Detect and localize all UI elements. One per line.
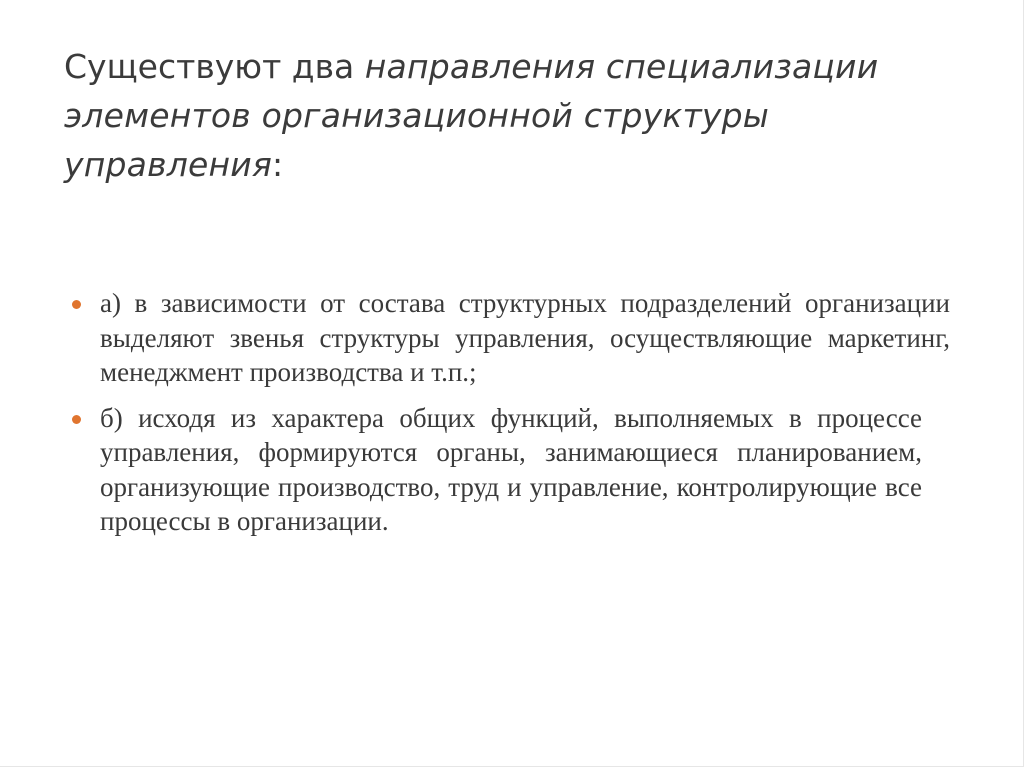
title-lead: Существуют два (64, 47, 365, 86)
title-tail: : (272, 145, 284, 184)
slide-title (64, 42, 894, 189)
bullet-text-a: а) в зависимости от состава структурных подразделений организации выделяют звенья структуры управления, осуществляющие маркетинг, менеджмент производства и т.п.; (100, 288, 950, 387)
bullet-text-b: б) исходя из характера общих функций, выполняемых в процессе управления, формируются органы, занимающиеся планированием, организующие производство, труд и управление, контролирующие все процессы в организации. (100, 402, 922, 536)
bullet-item-a (72, 286, 950, 390)
bullet-dot-icon (72, 300, 81, 309)
bullet-dot-icon (72, 415, 81, 424)
bullet-list (72, 286, 950, 550)
bullet-item-b (72, 401, 922, 539)
title-emphasis: направления специализации элементов организационной структуры управления (64, 47, 879, 184)
